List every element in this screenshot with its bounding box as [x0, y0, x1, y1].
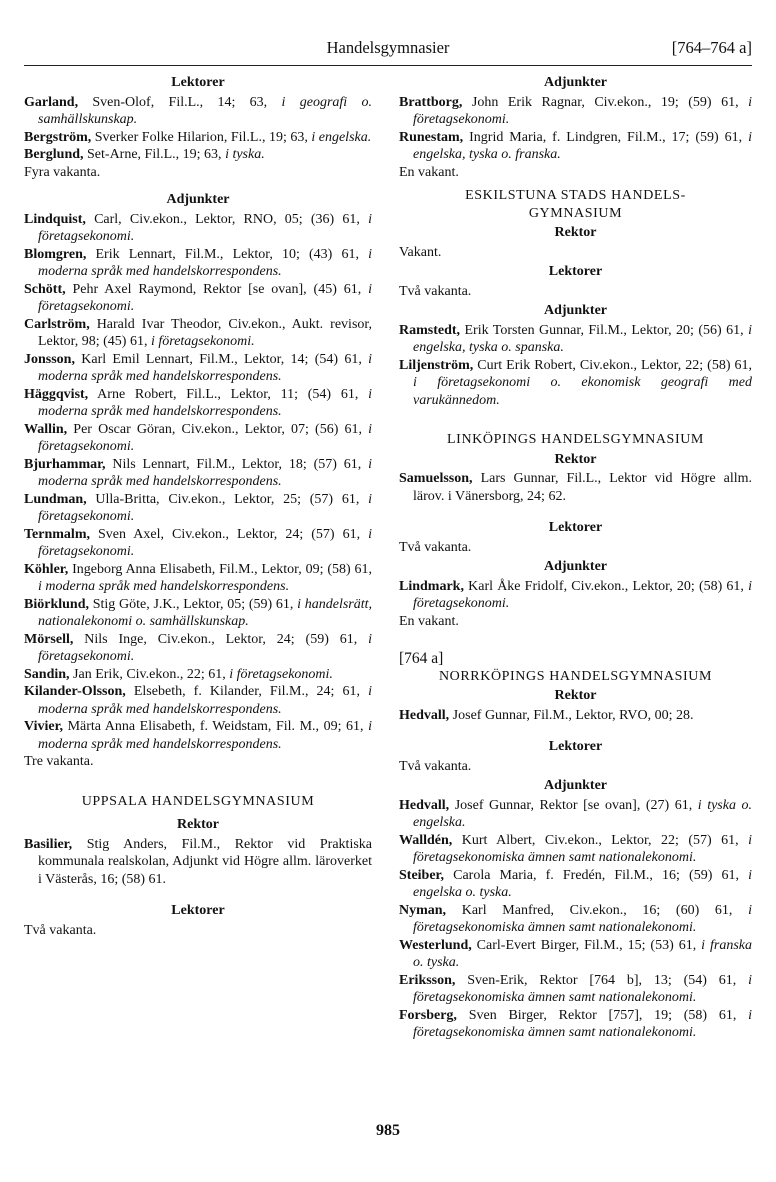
section-reference: [764–764 a]	[671, 38, 752, 57]
section-number: [764 a]	[399, 650, 444, 667]
staff-details: Carola Maria, f. Fredén, Fil.M., 16; (59) 61,	[443, 867, 749, 883]
school-title-norrkoping: NORRKÖPINGS HANDELSGYMNASIUM	[438, 668, 713, 684]
staff-entry	[399, 797, 752, 832]
staff-details: Ingeborg Anna Elisabeth, Fil.M., Lektor, 09; (58) 61,	[68, 561, 372, 577]
lektorer-heading: Lektorer	[171, 75, 225, 90]
vacancy-note: Tre vakanta.	[24, 754, 94, 769]
lektorer-heading: Lektorer	[171, 903, 225, 918]
staff-entry	[24, 561, 372, 596]
staff-subjects: i företagsekonomi.	[413, 578, 752, 611]
staff-name: Schött,	[24, 281, 66, 297]
staff-details: Karl Åke Fridolf, Civ.ekon., Lektor, 20; (58) 61,	[463, 578, 749, 594]
staff-name: Eriksson,	[399, 972, 456, 988]
staff-entry	[24, 146, 372, 164]
staff-subjects: i företagsekonomiska ämnen samt nationalekonomi.	[413, 902, 752, 935]
vacancy-note: Två vakanta.	[399, 283, 472, 299]
staff-entry	[24, 94, 372, 129]
staff-name: Häggqvist,	[24, 386, 89, 402]
school-title-linkoping: LINKÖPINGS HANDELSGYMNASIUM	[447, 432, 704, 447]
staff-subjects: i företagsekonomi.	[38, 211, 372, 244]
staff-name: Jonsson,	[24, 351, 75, 367]
page-header	[24, 34, 752, 60]
staff-name: Köhler,	[24, 561, 69, 577]
staff-entry	[24, 351, 372, 386]
staff-name: Brattborg,	[399, 94, 463, 110]
staff-details: Arne Robert, Fil.L., Lektor, 11; (54) 61,	[88, 386, 369, 402]
staff-entry	[24, 683, 372, 718]
staff-entry	[24, 491, 372, 526]
staff-subjects: i företagsekonomi o. ekonomisk geografi med varukännedom.	[413, 375, 752, 408]
staff-details: Sven-Erik, Rektor [764 b], 13; (54) 61,	[455, 972, 749, 988]
adjunkter-list	[399, 797, 752, 1042]
staff-details: Sverker Folke Hilarion, Fil.L., 19; 63,	[91, 129, 312, 145]
staff-subjects: i franska o. tyska.	[413, 937, 752, 970]
staff-name: Basilier,	[24, 836, 73, 852]
staff-entry	[24, 596, 372, 631]
staff-subjects: i moderna språk med handelskorrespondens.	[38, 246, 372, 279]
staff-subjects: i handelsrätt, nationalekonomi o. samhällskunskap.	[38, 596, 373, 629]
lektorer-heading: Lektorer	[548, 264, 603, 279]
staff-name: Steiber,	[399, 867, 444, 883]
rektor-heading: Rektor	[554, 688, 597, 703]
staff-details: Erik Torsten Gunnar, Fil.M., Lektor, 20; (56) 61,	[460, 322, 749, 338]
staff-details: Carl, Civ.ekon., Lektor, RNO, 05; (36) 61,	[85, 211, 369, 227]
staff-details: Erik Lennart, Fil.M., Lektor, 10; (43) 61,	[86, 246, 369, 262]
staff-entry	[24, 211, 372, 246]
vacancy-note: Vakant.	[399, 244, 442, 260]
vacancy-note: Fyra vakanta.	[24, 164, 101, 180]
staff-subjects: i företagsekonomi.	[38, 491, 372, 524]
staff-details: Sven Birger, Rektor [757], 19; (58) 61,	[456, 1007, 749, 1023]
staff-subjects: i moderna språk med handelskorrespondens.	[38, 456, 372, 489]
staff-details: Josef Gunnar, Rektor [se ovan], (27) 61,	[449, 797, 698, 813]
staff-name: Lindmark,	[399, 578, 464, 594]
staff-name: Hedvall,	[399, 707, 450, 723]
adjunkter-heading: Adjunkter	[543, 303, 607, 318]
staff-details: Harald Ivar Theodor, Civ.ekon., Aukt. revisor, Lektor, 98; (45) 61,	[38, 316, 372, 349]
staff-entry	[24, 129, 372, 147]
staff-entry	[399, 1007, 752, 1042]
vacancy-note: En vakant.	[399, 613, 459, 629]
staff-subjects: i moderna språk med handelskorrespondens.	[38, 386, 372, 419]
adjunkter-list	[399, 578, 752, 613]
staff-details: Carl-Evert Birger, Fil.M., 15; (53) 61,	[471, 937, 702, 953]
staff-name: Garland,	[24, 94, 79, 110]
staff-entry	[24, 836, 372, 889]
school-title-line: GYMNASIUM	[528, 205, 623, 221]
staff-subjects: i företagsekonomi.	[150, 334, 255, 349]
adjunkter-heading: Adjunkter	[543, 778, 607, 793]
staff-details: Curt Erik Robert, Civ.ekon., Lektor, 22; (58) 61,	[473, 357, 752, 373]
staff-subjects: i företagsekonomiska ämnen samt nationalekonomi.	[413, 832, 752, 865]
staff-subjects: i engelska, tyska o. spanska.	[413, 322, 752, 355]
staff-entry	[399, 832, 752, 867]
staff-name: Bjurhammar,	[24, 456, 106, 472]
staff-details: Nils Inge, Civ.ekon., Lektor, 24; (59) 61,	[73, 631, 369, 647]
staff-entry	[24, 316, 372, 351]
staff-name: Lundman,	[24, 491, 87, 507]
staff-subjects: i engelska.	[311, 129, 372, 145]
staff-subjects: i företagsekonomi.	[38, 281, 372, 314]
staff-name: Ramstedt,	[399, 322, 461, 338]
staff-name: Westerlund,	[399, 937, 472, 953]
staff-subjects: i engelska o. tyska.	[413, 867, 752, 900]
staff-details: Sven Axel, Civ.ekon., Lektor, 24; (57) 61,	[89, 526, 369, 542]
staff-entry	[24, 631, 372, 666]
staff-entry	[24, 526, 372, 561]
adjunkter-list	[24, 211, 372, 754]
staff-subjects: i moderna språk med handelskorrespondens.	[38, 684, 372, 717]
left-column	[24, 72, 372, 939]
staff-details: Elsebeth, f. Kilander, Fil.M., 24; 61,	[125, 684, 369, 699]
rektor-heading: Rektor	[177, 817, 219, 832]
staff-details: Per Oscar Göran, Civ.ekon., Lektor, 07; (56) 61,	[67, 421, 369, 437]
staff-subjects: i företagsekonomi.	[229, 666, 333, 682]
staff-details: Nils Lennart, Fil.M., Lektor, 18; (57) 61,	[105, 456, 369, 472]
staff-entry	[399, 972, 752, 1007]
staff-details: Märta Anna Elisabeth, f. Weidstam, Fil. M., 09; 61,	[63, 719, 369, 734]
rektor-list	[399, 707, 752, 725]
staff-subjects: i företagsekonomiska ämnen samt nationalekonomi.	[413, 972, 752, 1005]
staff-entry	[24, 386, 372, 421]
staff-details: Set-Arne, Fil.L., 19; 63,	[83, 147, 226, 162]
vacancy-note: Två vakanta.	[399, 758, 472, 774]
staff-subjects: i tyska o. engelska.	[413, 797, 753, 830]
staff-entry	[399, 707, 752, 725]
staff-details: Karl Emil Lennart, Fil.M., Lektor, 14; (54) 61,	[74, 351, 369, 367]
page-number: 985	[376, 1122, 400, 1139]
staff-details: Stig Anders, Fil.M., Rektor vid Praktiska kommunala realskolan, Adjunkt vid Högre allm. läroverket i Västerås, 16; (58) 61.	[38, 836, 372, 887]
lektorer-heading: Lektorer	[548, 520, 603, 535]
staff-entry	[24, 246, 372, 281]
staff-name: Hedvall,	[399, 797, 450, 813]
lektorer-heading: Lektorer	[548, 739, 603, 754]
adjunkter-heading: Adjunkter	[166, 192, 230, 207]
staff-name: Forsberg,	[399, 1007, 457, 1023]
staff-details: Kurt Albert, Civ.ekon., Lektor, 22; (57) 61,	[452, 832, 749, 848]
staff-subjects: i tyska.	[225, 147, 265, 162]
rektor-list	[399, 470, 752, 505]
staff-details: Jan Erik, Civ.ekon., 22; 61,	[69, 666, 230, 682]
staff-details: Karl Manfred, Civ.ekon., 16; (60) 61,	[446, 902, 749, 918]
staff-name: Kilander-Olsson,	[24, 684, 126, 699]
staff-name: Blomgren,	[24, 246, 87, 262]
staff-details: Ingrid Maria, f. Lindgren, Fil.M., 17; (59) 61,	[463, 129, 749, 145]
staff-name: Nyman,	[399, 902, 447, 918]
school-title-eskilstuna	[399, 187, 752, 222]
staff-name: Liljenström,	[399, 357, 474, 373]
staff-entry	[399, 94, 752, 129]
rektor-heading: Rektor	[554, 225, 597, 240]
staff-details: Sven-Olof, Fil.L., 14; 63,	[78, 94, 282, 110]
staff-entry	[399, 578, 752, 613]
staff-details: Josef Gunnar, Fil.M., Lektor, RVO, 00; 28.	[449, 707, 694, 723]
lektorer-list	[24, 94, 372, 164]
header-rule	[24, 65, 752, 66]
staff-name: Ternmalm,	[24, 526, 90, 542]
staff-entry	[24, 281, 372, 316]
staff-name: Sandin,	[24, 666, 70, 682]
staff-subjects: i företagsekonomi.	[38, 526, 372, 559]
staff-details: Ulla-Britta, Civ.ekon., Lektor, 25; (57) 61,	[86, 491, 369, 507]
staff-name: Vivier,	[24, 719, 64, 734]
staff-subjects: i moderna språk med handelskorrespondens.	[38, 719, 372, 752]
staff-subjects: i företagsekonomiska ämnen samt nationalekonomi.	[413, 1007, 752, 1040]
staff-name: Bergström,	[24, 129, 92, 145]
adjunkter-list	[399, 94, 752, 164]
adjunkter-heading: Adjunkter	[543, 75, 607, 90]
staff-entry	[399, 470, 752, 505]
adjunkter-heading: Adjunkter	[543, 559, 607, 574]
staff-entry	[399, 937, 752, 972]
staff-name: Mörsell,	[24, 631, 74, 647]
staff-entry	[399, 129, 752, 164]
staff-details: Lars Gunnar, Fil.L., Lektor vid Högre allm. lärov. i Vänersborg, 24; 62.	[413, 471, 752, 504]
staff-entry	[24, 456, 372, 491]
staff-subjects: i moderna språk med handelskorrespondens.	[38, 351, 372, 384]
school-title-uppsala: UPPSALA HANDELSGYMNASIUM	[81, 793, 315, 809]
rektor-heading: Rektor	[554, 451, 597, 467]
staff-subjects: i moderna språk med handelskorrespondens.	[38, 579, 290, 594]
staff-entry	[24, 421, 372, 456]
staff-subjects: i företagsekonomi.	[38, 421, 372, 454]
rektor-list	[24, 836, 372, 889]
staff-entry	[399, 357, 752, 410]
adjunkter-list	[399, 322, 752, 410]
staff-entry	[399, 902, 752, 937]
staff-name: Lindquist,	[24, 211, 86, 227]
staff-name: Biörklund,	[24, 596, 89, 612]
vacancy-note: Två vakanta.	[24, 922, 97, 938]
school-title-line: ESKILSTUNA STADS HANDELS-	[465, 188, 686, 203]
staff-subjects: i engelska, tyska o. franska.	[413, 129, 752, 162]
staff-name: Berglund,	[24, 147, 84, 162]
right-column	[399, 72, 752, 1042]
vacancy-note: En vakant.	[399, 164, 459, 180]
staff-details: Stig Göte, J.K., Lektor, 05; (59) 61,	[88, 596, 298, 612]
staff-entry	[24, 666, 372, 684]
staff-name: Runestam,	[399, 129, 464, 145]
staff-name: Carlström,	[24, 316, 90, 332]
staff-subjects: i företagsekonomi.	[38, 631, 372, 664]
staff-name: Walldén,	[399, 832, 453, 848]
staff-entry	[399, 867, 752, 902]
staff-name: Samuelsson,	[399, 471, 473, 486]
staff-name: Wallin,	[24, 421, 68, 437]
staff-details: John Erik Ragnar, Civ.ekon., 19; (59) 61,	[462, 94, 749, 110]
staff-entry	[399, 322, 752, 357]
running-title: Handelsgymnasier	[326, 38, 450, 57]
staff-entry	[24, 718, 372, 753]
staff-details: Pehr Axel Raymond, Rektor [se ovan], (45) 61,	[65, 281, 369, 297]
staff-subjects: i geografi o. samhällskunskap.	[38, 94, 372, 127]
vacancy-note: Två vakanta.	[399, 539, 472, 555]
staff-subjects: i företagsekonomi.	[413, 94, 752, 127]
